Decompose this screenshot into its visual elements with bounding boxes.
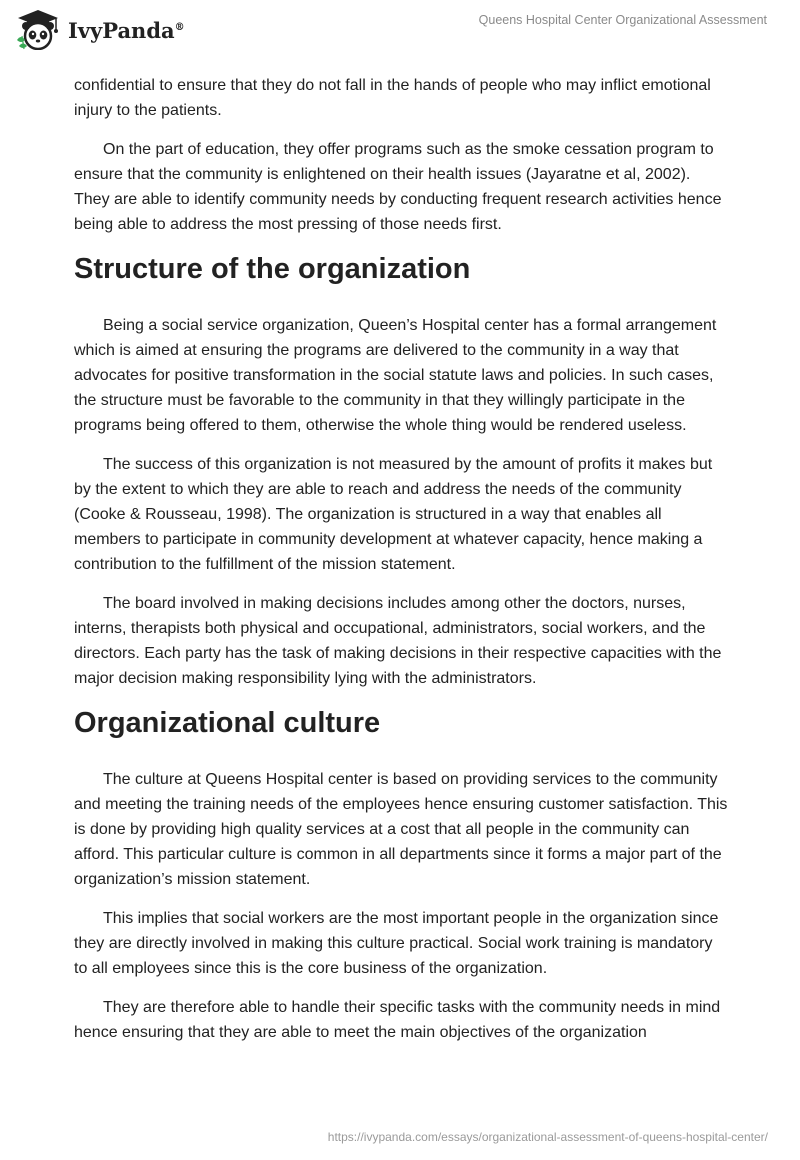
- paragraph: The board involved in making decisions includes among other the doctors, nurses, interns, therapists both physical and occupational, administrators, social workers, and the directors. Each party has the task of making decisions in their respective capacities with the major decision making responsibility lying with the administrators.: [74, 595, 722, 687]
- paragraph: The success of this organization is not measured by the amount of profits it makes but by the extent to which they are able to reach and address the needs of the community (Cooke & Rousseau, 1998). The organization is structured in a way that enables all members to participate in community development at whatever capacity, hence making a contribution to the fulfillment of the mission statement.: [74, 456, 713, 573]
- paragraph: The culture at Queens Hospital center is based on providing services to the community and meeting the training needs of the employees hence ensuring customer satisfaction. This is done by providing high quality services at a cost that all people in the community can afford. This particular culture is common in all departments since it forms a major part of the organization’s mission statement.: [74, 771, 728, 888]
- document-title: Queens Hospital Center Organizational Assessment: [478, 13, 767, 27]
- paragraph: Being a social service organization, Queen’s Hospital center has a formal arrangement which is aimed at ensuring the programs are delivered to the community in a way that advocates for positive transformation in the social statute laws and policies. In such cases, the structure must be favorable to the community in that they willingly participate in the programs being offered to them, otherwise the whole thing would be rendered useless.: [74, 317, 717, 434]
- paragraph: They are therefore able to handle their specific tasks with the community needs in mind hence ensuring that they are able to meet the main objectives of the organization: [74, 999, 721, 1041]
- section-heading-structure: Structure of the organization: [74, 253, 471, 285]
- source-url-link[interactable]: https://ivypanda.com/essays/organizational-assessment-of-queens-hospital-center/: [327, 1130, 768, 1144]
- panda-graduate-icon: [14, 8, 62, 50]
- ivypanda-logo[interactable]: [14, 8, 185, 50]
- brand-name: IvyPanda®: [68, 17, 185, 43]
- paragraph: confidential to ensure that they do not fall in the hands of people who may inflict emotional injury to the patients.: [74, 77, 711, 119]
- paragraph: This implies that social workers are the most important people in the organization since they are directly involved in making this culture practical. Social work training is mandatory to all employees since this is the core business of the organization.: [74, 910, 719, 977]
- essay-content: [74, 73, 729, 1059]
- page-header: [0, 0, 800, 72]
- paragraph: On the part of education, they offer programs such as the smoke cessation program to ensure that the community is enlightened on their health issues (Jayaratne et al, 2002). They are able to identify community needs by conducting frequent research activities hence being able to address the most pressing of those needs first.: [74, 141, 722, 233]
- section-heading-culture: Organizational culture: [74, 707, 381, 739]
